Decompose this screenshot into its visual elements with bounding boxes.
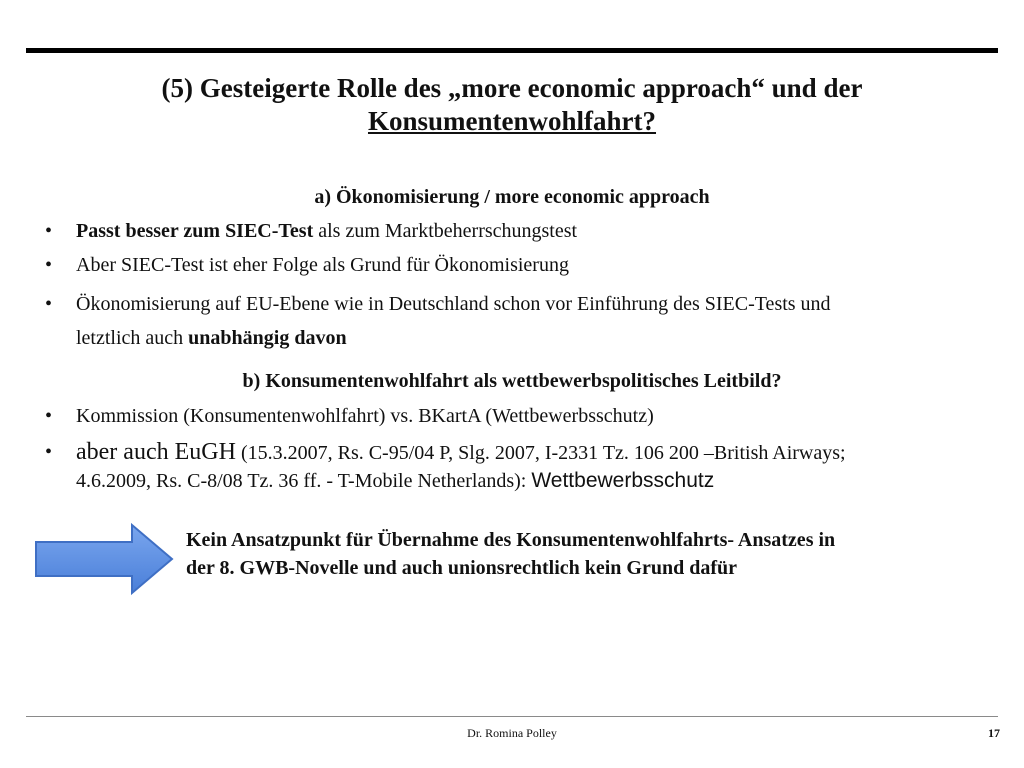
conclusion-line-1: Kein Ansatzpunkt für Übernahme des Konsumentenwohlfahrts- Ansatzes in — [186, 529, 836, 551]
slide-title — [100, 72, 924, 138]
bullet-a1 — [45, 214, 976, 248]
title-line-2: Konsumentenwohlfahrt? — [367, 106, 657, 136]
bullet-dot: • — [45, 293, 53, 315]
bullet-b2-detail-1: (15.3.2007, Rs. C-95/04 P, Slg. 2007, I-2331 Tz. 106 200 –British Airways; — [235, 442, 846, 464]
bullet-b2-detail-2: 4.6.2009, Rs. C-8/08 Tz. 36 ff. - T-Mobile Netherlands): — [76, 470, 532, 492]
page-number: 17 — [988, 726, 1000, 740]
bullet-dot: • — [45, 405, 53, 427]
title-line-1: (5) Gesteigerte Rolle des „more economic approach“ und der — [161, 73, 863, 103]
bullet-a1-rest: als zum Marktbeherrschungstest — [313, 220, 578, 242]
bottom-rule — [26, 716, 998, 717]
bullet-b2 — [45, 438, 976, 495]
top-rule — [26, 48, 998, 53]
bullet-b2-tail: Wettbewerbsschutz — [531, 469, 715, 492]
bullet-a2 — [45, 248, 976, 282]
bullet-b2-lead: aber auch EuGH — [76, 439, 236, 465]
bullet-dot: • — [45, 254, 53, 276]
bullet-a3 — [45, 287, 976, 355]
conclusion-line-2: der 8. GWB-Novelle und auch unionsrechtlich kein Grund dafür — [186, 557, 738, 579]
bullet-a3-line2-pre: letztlich auch — [76, 327, 189, 349]
footer-author: Dr. Romina Polley — [467, 726, 557, 740]
bullet-dot: • — [45, 220, 53, 242]
conclusion-text — [186, 526, 966, 582]
bullet-a2-text: Aber SIEC-Test ist eher Folge als Grund für Ökonomisierung — [76, 254, 569, 276]
bullet-b1-text: Kommission (Konsumentenwohlfahrt) vs. BKartA (Wettbewerbsschutz) — [76, 405, 654, 427]
bullet-dot: • — [45, 441, 53, 463]
bullet-a3-line2-bold: unabhängig davon — [188, 327, 347, 349]
bullet-a3-line1: Ökonomisierung auf EU-Ebene wie in Deutschland schon vor Einführung des SIEC-Tests und — [76, 293, 831, 315]
bullet-b1 — [45, 399, 976, 433]
bullet-a1-bold: Passt besser zum SIEC-Test — [76, 220, 314, 242]
section-a-heading: a) Ökonomisierung / more economic approach — [314, 186, 710, 208]
right-arrow-icon — [34, 522, 174, 596]
section-b-heading: b) Konsumentenwohlfahrt als wettbewerbspolitisches Leitbild? — [242, 370, 782, 392]
